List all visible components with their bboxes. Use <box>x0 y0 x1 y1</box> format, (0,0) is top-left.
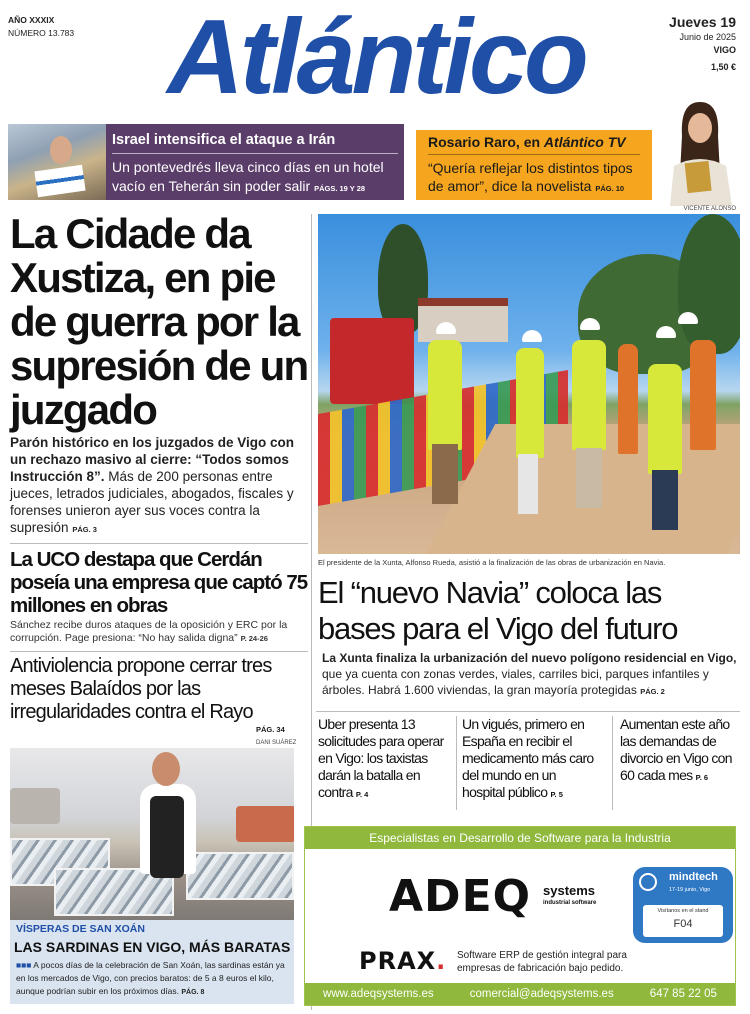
edition-number: NÚMERO 13.783 <box>8 28 75 38</box>
ad-contact <box>305 983 735 1005</box>
page-ref: P. 5 <box>550 790 563 799</box>
teaser-headline: Israel intensifica el ataque a Irán <box>112 132 336 148</box>
lead-text: Parón histórico en los juzgados de Vigo con un rechazo masivo al cierre: “Todos somos Instrucción 8”. Más de 200 personas entre jueces, letrados judiciales, abogados, fiscales y forenses unieron ayer sus voces contra la supresión PÁG. 3 <box>10 435 295 535</box>
sanxoan-kicker: VÍSPERAS DE SAN XOÁN <box>16 923 145 935</box>
antiviolencia-headline[interactable]: Antiviolencia propone cerrar tres meses Balaídos por las irregularidades contra el Rayo <box>10 655 272 723</box>
uco-headline[interactable]: La UCO destapa que Cerdán poseía una empresa que captó 75 millones en obras <box>10 548 308 617</box>
uco-text: Sánchez recibe duros ataques de la oposición y ERC por la corrupción. Page presiona: “No hay salida digna” P. 24-26 <box>10 619 288 644</box>
brief-medicamento[interactable]: Un vigués, primero en España en recibir el medicamento más caro del mundo en un hospital público P. 5 <box>462 716 594 800</box>
photo-credit: DANI SUÁREZ <box>256 740 297 746</box>
date-day: Jueves 19 <box>669 14 736 30</box>
edition-year: AÑO XXXIX <box>8 15 55 25</box>
ad-tagline: Especialistas en Desarrollo de Software para la Industria <box>305 827 735 849</box>
price: 1,50 € <box>710 62 736 72</box>
mindtech-badge: mindtech 17-19 junio, Vigo Visítanos en el stand F04 <box>633 867 733 943</box>
navia-text: La Xunta finaliza la urbanización del nuevo polígono residencial en Vigo, que ya cuenta con zonas verdes, viales, carriles bici, parques infantiles y árboles. Habrá 1.600 viviendas, la gran mayoría protegidas PÁG. 2 <box>322 651 737 697</box>
navia-caption: El presidente de la Xunta, Alfonso Rueda, asistió a la finalización de las obras de urbanización en Navia. <box>318 558 666 567</box>
page-ref: PÁGS. 19 Y 28 <box>314 184 366 193</box>
city: VIGO <box>713 45 736 55</box>
teaser-text: “Quería reflejar los distintos tipos de amor”, dice la novelista PÁG. 10 <box>428 160 633 194</box>
novelist-photo <box>660 96 740 206</box>
mindtech-icon <box>639 873 657 891</box>
adeq-industrial: industrial software <box>543 900 597 906</box>
ad-phone: 647 85 22 05 <box>649 988 717 1000</box>
page-ref: PÁG. 34 <box>256 725 285 734</box>
sanxoan-text: ■■■ A pocos días de la celebración de San Xoán, las sardinas están ya en los mercados de Vigo, con precios baratos: de 5 a 8 euros el kilo, aunque podrían subir en los próximos días. PÁG. 8 <box>16 960 285 996</box>
teaser-rosario[interactable] <box>416 130 652 200</box>
teaser-headline: Rosario Raro, en Atlántico TV <box>428 134 626 150</box>
ad-email: comercial@adeqsystems.es <box>469 988 614 1000</box>
brief-divorcio[interactable]: Aumentan este año las demandas de divorcio en Vigo con 60 cada mes P. 6 <box>620 716 732 783</box>
brief-uber[interactable]: Uber presenta 13 solicitudes para operar en Vigo: los taxistas darán la batalla en contra P. 4 <box>318 716 444 800</box>
page-ref: PÁG. 3 <box>72 525 97 534</box>
teaser-israel[interactable] <box>8 124 404 200</box>
adeq-advertisement[interactable] <box>304 826 736 1006</box>
lead-headline[interactable]: La Cidade da Xustiza, en pie de guerra por la supresión de un juzgado <box>10 210 308 433</box>
teaser-text: Un pontevedrés lleva cinco días en un hotel vacío en Teherán sin poder salir PÁGS. 19 Y 28 <box>112 159 384 194</box>
ad-web: www.adeqsystems.es <box>323 988 434 1000</box>
adeq-systems: systems <box>543 883 596 898</box>
date-month: Junio de 2025 <box>679 32 736 42</box>
page-ref: P. 4 <box>355 790 369 799</box>
page-ref: PÁG. 8 <box>181 989 205 996</box>
teaser-photo-man-flag <box>8 124 106 200</box>
adeq-logo: ADEQ <box>389 871 532 922</box>
prax-text: Software ERP de gestión integral para empresas de fabricación bajo pedido. <box>457 950 627 974</box>
page-ref: P. 6 <box>695 773 709 782</box>
page-ref: P. 24-26 <box>240 634 268 643</box>
photo-credit: VICENTE ALONSO <box>683 206 736 212</box>
sardines-photo <box>10 748 294 920</box>
navia-photo <box>318 214 740 554</box>
navia-headline[interactable]: El “nuevo Navia” coloca las bases para el Vigo del futuro <box>318 575 678 646</box>
edition-info <box>8 14 74 40</box>
sanxoan-headline[interactable]: LAS SARDINAS EN VIGO, MÁS BARATAS <box>14 939 291 955</box>
prax-logo: PRAX. <box>359 947 447 975</box>
date-info <box>669 14 736 74</box>
page-ref: PÁG. 2 <box>640 687 665 696</box>
page-ref: PÁG. 10 <box>595 184 625 193</box>
newspaper-logo[interactable]: Atlántico <box>167 0 585 116</box>
